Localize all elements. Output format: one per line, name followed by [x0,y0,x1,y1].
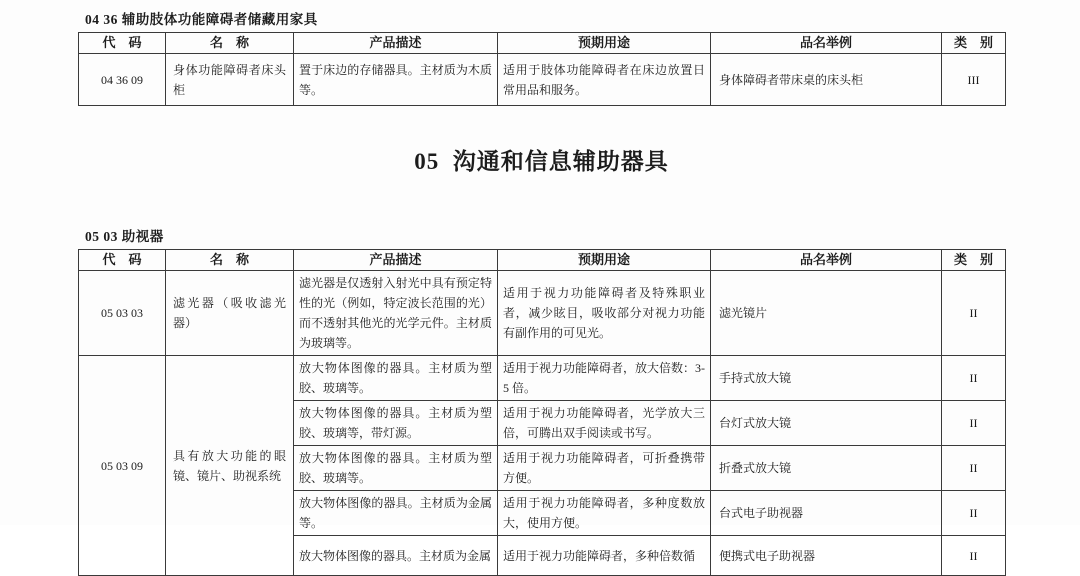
cell-intended-use: 适用于视力功能障碍者，可折叠携带方便。 [498,446,711,491]
cell-code: 05 03 03 [79,271,166,356]
cell-name: 滤光器（吸收滤光器） [166,271,294,356]
cell-example: 滤光镜片 [711,271,942,356]
cell-description: 放大物体图像的器具。主材质为金属 [294,536,498,576]
cell-example: 身体障碍者带床桌的床头柜 [711,54,942,106]
col-header-example: 品名举例 [711,33,942,54]
col-header-category: 类 别 [942,250,1006,271]
cell-description: 放大物体图像的器具。主材质为金属等。 [294,491,498,536]
col-header-code: 代 码 [79,250,166,271]
cell-category: II [942,271,1006,356]
table-row [79,54,1006,106]
cell-intended-use: 适用于视力功能障碍者，多种倍数循 [498,536,711,576]
col-header-use: 预期用途 [498,250,711,271]
cell-description: 放大物体图像的器具。主材质为塑胶、玻璃等。 [294,356,498,401]
cell-intended-use: 适用于视力功能障碍者，多种度数放大，使用方便。 [498,491,711,536]
cell-example: 便携式电子助视器 [711,536,942,576]
cell-name: 身体功能障碍者床头柜 [166,54,294,106]
cell-code: 05 03 09 [79,356,166,576]
col-header-desc: 产品描述 [294,33,498,54]
cell-intended-use: 适用于视力功能障碍者，放大倍数：3-5 倍。 [498,356,711,401]
col-header-example: 品名举例 [711,250,942,271]
cell-intended-use: 适用于视力功能障碍者及特殊职业者，减少眩目，吸收部分对视力功能有副作用的可见光。 [498,271,711,356]
table-0503 [78,249,1006,576]
cell-description: 放大物体图像的器具。主材质为塑胶、玻璃等。 [294,446,498,491]
col-header-code: 代 码 [79,33,166,54]
cell-category: II [942,401,1006,446]
table-row [79,271,1006,356]
cell-description: 放大物体图像的器具。主材质为塑胶、玻璃等，带灯源。 [294,401,498,446]
cell-description: 置于床边的存储器具。主材质为木质等。 [294,54,498,106]
cell-example: 台灯式放大镜 [711,401,942,446]
cell-intended-use: 适用于视力功能障碍者，光学放大三倍，可腾出双手阅读或书写。 [498,401,711,446]
section-heading-0436: 04 36 辅助肢体功能障碍者储藏用家具 [85,12,318,27]
table-header-row [79,33,1006,54]
cell-name: 具有放大功能的眼镜、镜片、助视系统 [166,356,294,576]
cell-code: 04 36 09 [79,54,166,106]
cell-category: II [942,356,1006,401]
cell-description: 滤光器是仅透射入射光中具有预定特性的光（例如，特定波长范围的光）而不透射其他光的光学元件。主材质为玻璃等。 [294,271,498,356]
col-header-desc: 产品描述 [294,250,498,271]
table-0436 [78,32,1006,106]
chapter-heading: 05 沟通和信息辅助器具 [414,149,669,174]
col-header-name: 名 称 [166,33,294,54]
cell-intended-use: 适用于肢体功能障碍者在床边放置日常用品和服务。 [498,54,711,106]
cell-category: III [942,54,1006,106]
col-header-category: 类 别 [942,33,1006,54]
col-header-use: 预期用途 [498,33,711,54]
table-header-row [79,250,1006,271]
cell-example: 台式电子助视器 [711,491,942,536]
table-row [79,356,1006,401]
cell-category: II [942,491,1006,536]
cell-example: 折叠式放大镜 [711,446,942,491]
section-heading-0503: 05 03 助视器 [85,229,164,244]
col-header-name: 名 称 [166,250,294,271]
cell-example: 手持式放大镜 [711,356,942,401]
cell-category: II [942,446,1006,491]
cell-category: II [942,536,1006,576]
